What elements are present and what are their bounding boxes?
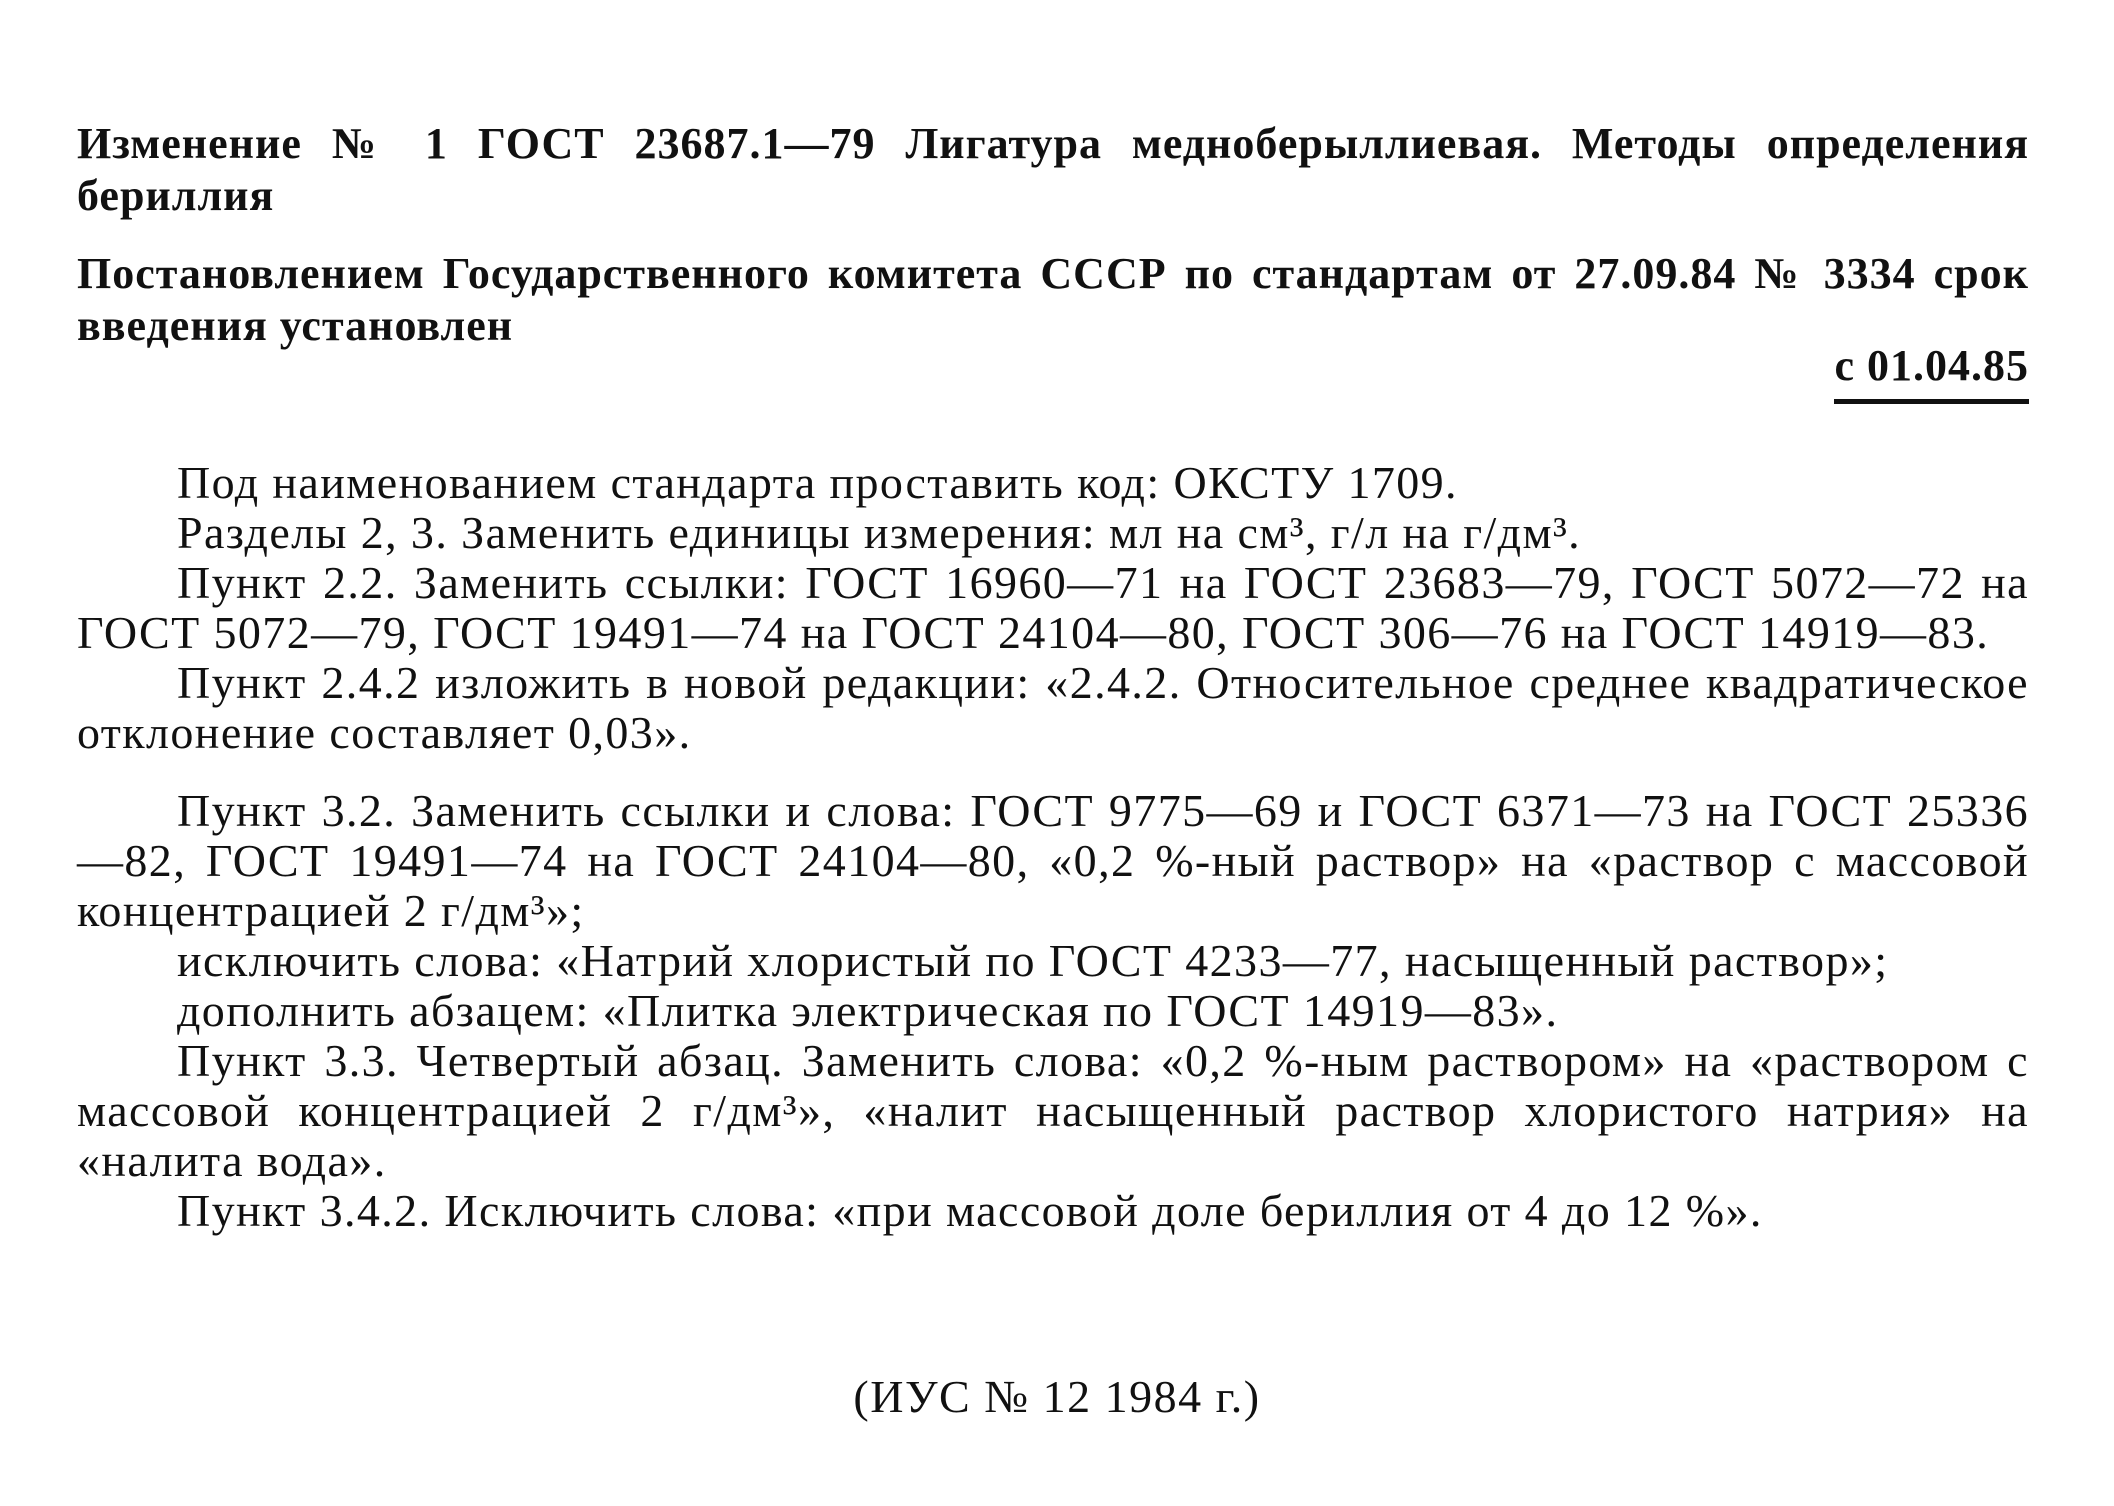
paragraph: Под наименованием стандарта проставить код: ОКСТУ 1709.: [177, 457, 1458, 508]
effective-date: с 01.04.85: [1834, 340, 2029, 404]
paragraph: Пункт 3.3. Четвертый абзац. Заменить слова: «0,2 %-ным раствором» на «раствором с массовой концентрацией 2 г/дм³», «налит насыщенный раствор хлористого натрия» на «налита вода».: [77, 1035, 2029, 1186]
paragraph: Пункт 2.2. Заменить ссылки: ГОСТ 16960—71 на ГОСТ 23683—79, ГОСТ 5072—72 на ГОСТ 5072—79, ГОСТ 19491—74 на ГОСТ 24104—80, ГОСТ 306—76 на ГОСТ 14919—83.: [77, 557, 2029, 658]
paragraph: Пункт 2.4.2 изложить в новой редакции: «2.4.2. Относительное среднее квадратическое отклонение составляет 0,03».: [77, 657, 2029, 758]
paragraph: дополнить абзацем: «Плитка электрическая по ГОСТ 14919—83».: [177, 985, 1559, 1036]
amendment-title: Изменение № 1 ГОСТ 23687.1—79 Лигатура медноберыллиевая. Методы определения бериллия: [77, 119, 2029, 220]
paragraph: Пункт 3.2. Заменить ссылки и слова: ГОСТ 9775—69 и ГОСТ 6371—73 на ГОСТ 25336—82, ГОСТ 19491—74 на ГОСТ 24104—80, «0,2 %-ный раствор» на «раствор с массовой концентрацией 2 г/дм³»;: [77, 785, 2029, 936]
paragraph: Пункт 3.4.2. Исключить слова: «при массовой доле бериллия от 4 до 12 %».: [177, 1185, 1763, 1236]
amendment-body: [77, 458, 2029, 1236]
publication-reference: (ИУС № 12 1984 г.): [853, 1371, 1261, 1422]
paragraph: исключить слова: «Натрий хлористый по ГОСТ 4233—77, насыщенный раствор»;: [177, 935, 1889, 986]
decree-text: Постановлением Государственного комитета СССР по стандартам от 27.09.84 № 3334 срок введения установлен: [77, 249, 2029, 350]
document-header: [77, 118, 2029, 352]
paragraph: Разделы 2, 3. Заменить единицы измерения: мл на см³, г/л на г/дм³.: [177, 507, 1582, 558]
